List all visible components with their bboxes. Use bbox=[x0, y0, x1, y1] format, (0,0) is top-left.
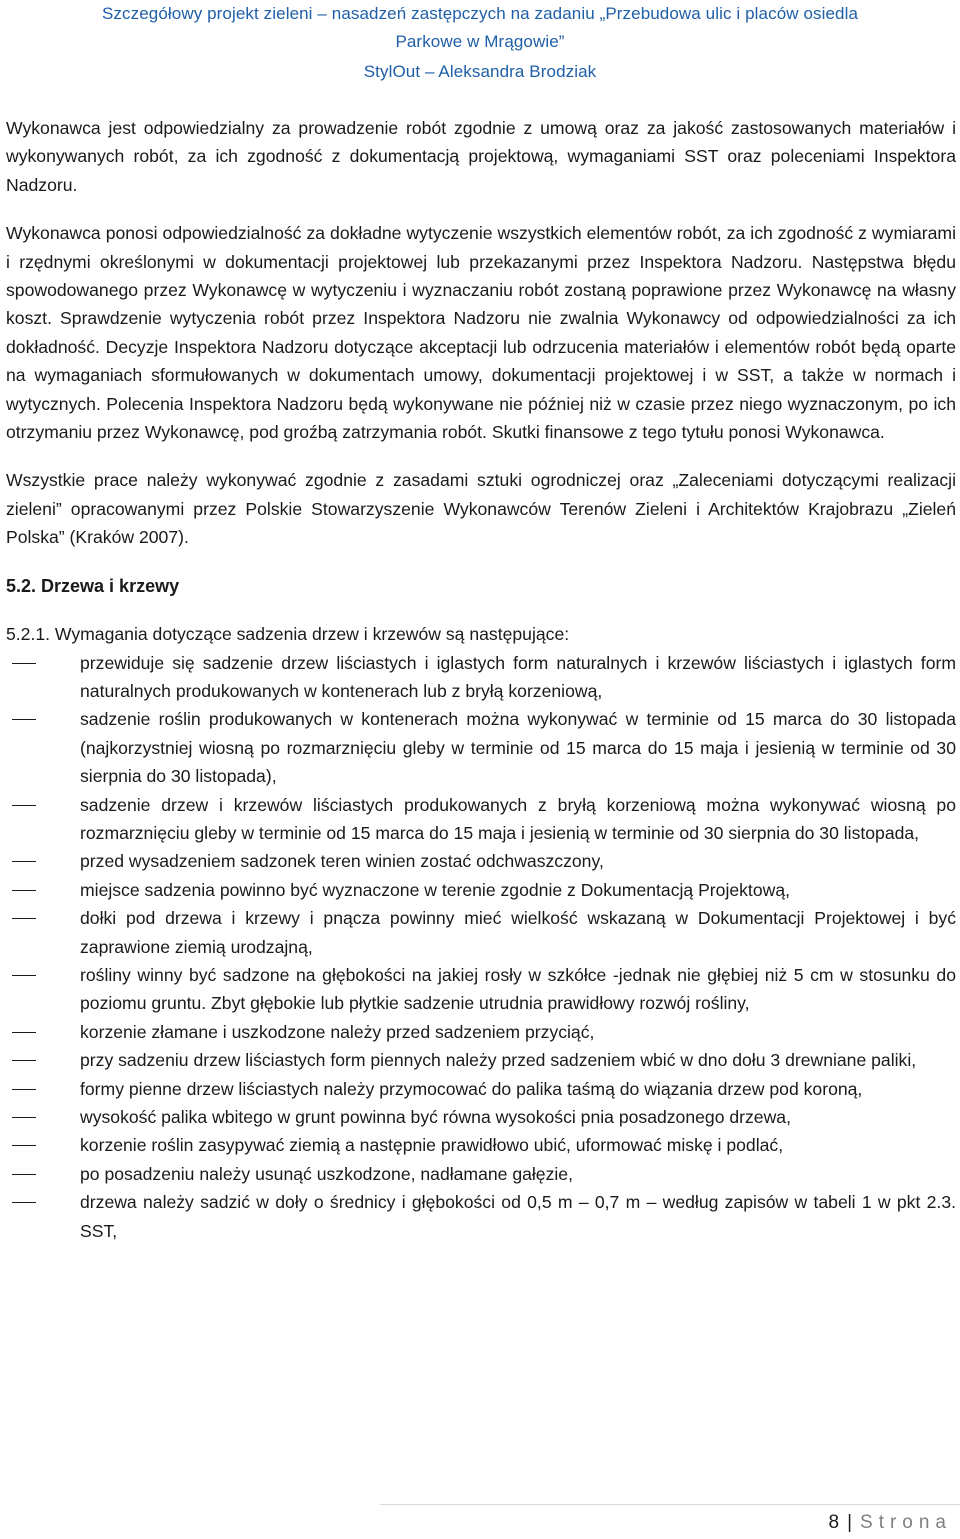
list-intro: 5.2.1. Wymagania dotyczące sadzenia drzew i krzewów są następujące: bbox=[6, 624, 570, 645]
requirements-list bbox=[6, 649, 956, 1246]
list-item bbox=[6, 847, 956, 875]
footer-divider bbox=[380, 1504, 960, 1505]
list-item bbox=[6, 1131, 956, 1159]
list-item-text: miejsce sadzenia powinno być wyznaczone w terenie zgodnie z Dokumentacją Projektową, bbox=[80, 879, 790, 900]
list-item-text: formy pienne drzew liściastych należy przymocować do palika taśmą do wiązania drzew pod koroną, bbox=[80, 1078, 863, 1099]
list-item-text: wysokość palika wbitego w grunt powinna być równa wysokości pnia posadzonego drzewa, bbox=[80, 1107, 791, 1127]
list-item-text: rośliny winny być sadzone na głębokości na jakiej rosły w szkółce -jednak nie głębiej niż 5 cm w stosunku do poziomu gruntu. Zbyt głębokie lub płytkie sadzenie utrudnia prawidłowy rozwój rośliny, bbox=[80, 964, 956, 1014]
page-word: Strona bbox=[860, 1512, 952, 1533]
list-item bbox=[6, 876, 956, 904]
list-item bbox=[6, 1188, 956, 1245]
page-number-separator: | bbox=[847, 1512, 853, 1533]
header-title-line2: Parkowe w Mrągowie” bbox=[395, 32, 565, 51]
header-title-line1: Szczegółowy projekt zieleni – nasadzeń zastępczych na zadaniu „Przebudowa ulic i placów osiedla bbox=[101, 4, 859, 23]
list-item-text: sadzenie drzew i krzewów liściastych produkowanych z bryłą korzeniową można wykonywać wiosną po rozmarznięciu gleby w terminie od 15 marca do 15 maja i jesienią w terminie od 30 sierpnia do 30 listopada, bbox=[80, 794, 956, 843]
paragraph-contractor-responsibility: Wykonawca jest odpowiedzialny za prowadzenie robót zgodnie z umową oraz za jakość zastosowanych materiałów i wykonywanych robót, za ich zgodność z dokumentacją projektową, wymaganiami SST oraz poleceniami Inspektora Nadzoru. bbox=[6, 118, 956, 195]
document-body bbox=[6, 114, 956, 1245]
list-item bbox=[6, 649, 956, 706]
list-item bbox=[6, 1075, 956, 1103]
paragraph-setting-out: Wykonawca ponosi odpowiedzialność za dokładne wytyczenie wszystkich elementów robót, za ich zgodność z wymiarami i rzędnymi określonymi w dokumentacji projektowej lub przekazanymi przez Inspektora Nadzoru. Następstwa błędu spowodowanego przez Wykonawcę w wytyczeniu i wyznaczaniu robót zostaną poprawione przez Wykonawcę na własny koszt. Sprawdzenie wytyczenia robót przez Inspektora Nadzoru nie zwalnia Wykonawcy od odpowiedzialności za ich dokładność. Decyzje Inspektora Nadzoru dotyczące akceptacji lub odrzucenia materiałów i elementów robót będą oparte na wymaganiach sformułowanych w dokumentach umowy, dokumentacji projektowej i w SST, a także w normach i wytycznych. Polecenia Inspektora Nadzoru będą wykonywane nie później niż w czasie przez niego wyznaczonym, po ich otrzymaniu przez Wykonawcę, pod groźbą zatrzymania robót. Skutki finansowe z tego tytułu ponosi Wykonawca. bbox=[6, 223, 956, 443]
list-item-text: dołki pod drzewa i krzewy i pnącza powinny mieć wielkość wskazaną w Dokumentacji Projektowej i być zaprawione ziemią urodzajną, bbox=[80, 908, 956, 957]
list-item-text: po posadzeniu należy usunąć uszkodzone, nadłamane gałęzie, bbox=[80, 1163, 573, 1184]
list-item bbox=[6, 705, 956, 790]
list-item bbox=[6, 1103, 956, 1131]
list-item bbox=[6, 791, 956, 848]
header-author: StylOut – Aleksandra Brodziak bbox=[363, 62, 597, 81]
page-header bbox=[0, 0, 960, 86]
list-item-text: korzenie roślin zasypywać ziemią a następnie prawidłowo ubić, uformować miskę i podlać, bbox=[80, 1135, 784, 1156]
page-footer bbox=[0, 1504, 960, 1539]
list-item-text: sadzenie roślin produkowanych w kontenerach można wykonywać w terminie od 15 marca do 30 listopada (najkorzystniej wiosną po rozmarznięciu gleby w terminie od 15 marca do 15 maja i jesienią w terminie od 30 sierpnia do 30 listopada), bbox=[80, 709, 956, 787]
list-item bbox=[6, 961, 956, 1018]
paragraph-horticultural-rules: Wszystkie prace należy wykonywać zgodnie z zasadami sztuki ogrodniczej oraz „Zaleceniami dotyczącymi realizacji zieleni” opracowanymi przez Polskie Stowarzyszenie Wykonawców Terenów Zieleni i Architektów Krajobrazu „Zieleń Polska” (Kraków 2007). bbox=[6, 470, 956, 548]
list-item-text: drzewa należy sadzić w doły o średnicy i głębokości od 0,5 m – 0,7 m – według zapisów w tabeli 1 w pkt 2.3. SST, bbox=[80, 1192, 956, 1241]
list-item bbox=[6, 1160, 956, 1188]
page-number-value: 8 bbox=[828, 1512, 840, 1533]
page-number bbox=[829, 1512, 953, 1534]
section-heading: 5.2. Drzewa i krzewy bbox=[6, 575, 180, 596]
list-item bbox=[6, 904, 956, 961]
list-item-text: przewiduje się sadzenie drzew liściastych i iglastych form naturalnych i krzewów liściastych i iglastych form naturalnych produkowanych w kontenerach lub z bryłą korzeniową, bbox=[80, 652, 956, 701]
list-item-text: przy sadzeniu drzew liściastych form piennych należy przed sadzeniem wbić w dno dołu 3 drewniane paliki, bbox=[80, 1050, 917, 1071]
list-item bbox=[6, 1046, 956, 1074]
list-item-text: korzenie złamane i uszkodzone należy przed sadzeniem przyciąć, bbox=[80, 1021, 595, 1042]
list-item bbox=[6, 1018, 956, 1046]
list-item-text: przed wysadzeniem sadzonek teren winien zostać odchwaszczony, bbox=[80, 851, 604, 872]
